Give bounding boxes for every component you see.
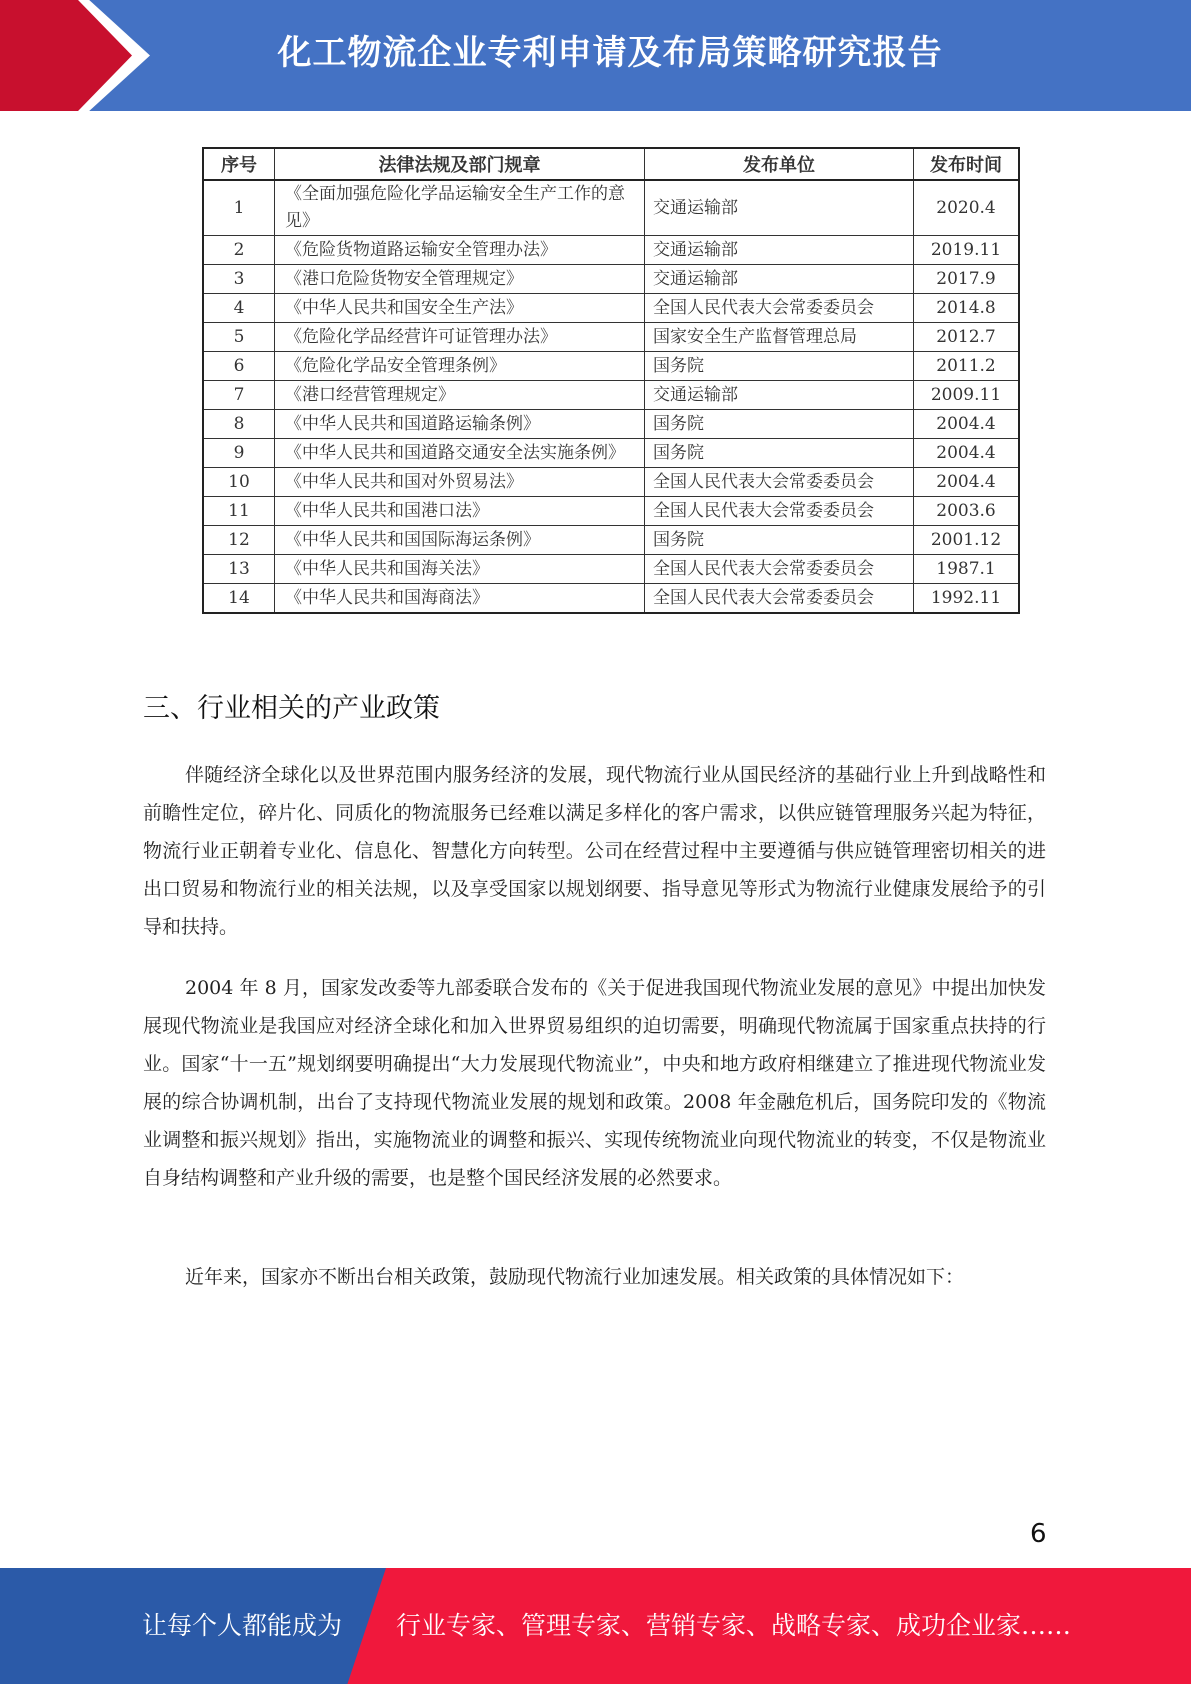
cell-law-name: 《中华人民共和国港口法》 — [275, 497, 645, 526]
cell-date: 2009.11 — [914, 381, 1020, 410]
cell-index: 5 — [203, 323, 275, 352]
regulations-table — [202, 147, 1020, 614]
cell-issuer: 国务院 — [645, 352, 914, 381]
cell-law-name: 《中华人民共和国国际海运条例》 — [275, 526, 645, 555]
footer-slogan-right: 行业专家、管理专家、营销专家、战略专家、成功企业家…… — [396, 1611, 1072, 1640]
cell-issuer: 全国人民代表大会常委委员会 — [645, 584, 914, 614]
cell-law-name: 《港口危险货物安全管理规定》 — [275, 265, 645, 294]
cell-issuer: 全国人民代表大会常委委员会 — [645, 497, 914, 526]
table-row — [203, 526, 1019, 555]
cell-law-name: 《全面加强危险化学品运输安全生产工作的意见》 — [275, 180, 645, 236]
cell-date: 1992.11 — [914, 584, 1020, 614]
section-heading: 三、行业相关的产业政策 — [143, 693, 440, 724]
cell-date: 2011.2 — [914, 352, 1020, 381]
table-row — [203, 265, 1019, 294]
cell-index: 7 — [203, 381, 275, 410]
table-row — [203, 381, 1019, 410]
cell-law-name: 《港口经营管理规定》 — [275, 381, 645, 410]
table-row — [203, 497, 1019, 526]
cell-index: 13 — [203, 555, 275, 584]
cell-index: 10 — [203, 468, 275, 497]
table-row — [203, 584, 1019, 614]
cell-law-name: 《中华人民共和国对外贸易法》 — [275, 468, 645, 497]
cell-index: 8 — [203, 410, 275, 439]
column-header-date: 发布时间 — [914, 148, 1020, 180]
cell-issuer: 国务院 — [645, 410, 914, 439]
column-header-index: 序号 — [203, 148, 275, 180]
cell-date: 2001.12 — [914, 526, 1020, 555]
footer-slogan-left: 让每个人都能成为 — [142, 1611, 343, 1640]
table-row — [203, 410, 1019, 439]
cell-issuer: 国务院 — [645, 526, 914, 555]
cell-index: 9 — [203, 439, 275, 468]
cell-index: 4 — [203, 294, 275, 323]
cell-law-name: 《中华人民共和国海商法》 — [275, 584, 645, 614]
cell-index: 1 — [203, 180, 275, 236]
cell-date: 1987.1 — [914, 555, 1020, 584]
cell-index: 11 — [203, 497, 275, 526]
table-row — [203, 180, 1019, 236]
paragraph-2: 2004 年 8 月，国家发改委等九部委联合发布的《关于促进我国现代物流业发展的意见》中提出加快发展现代物流业是我国应对经济全球化和加入世界贸易组织的迫切需要，明确现代物流属于国家重点扶持的行业。国家“十一五”规划纲要明确提出“大力发展现代物流业”，中央和地方政府相继建立了推进现代物流业发展的综合协调机制，出台了支持现代物流业发展的规划和政策。2008 年金融危机后，国务院印发的《物流业调整和振兴规划》指出，实施物流业的调整和振兴、实现传统物流业向现代物流业的转变，不仅是物流业自身结构调整和产业升级的需要，也是整个国民经济发展的必然要求。 — [143, 977, 1046, 1189]
cell-law-name: 《中华人民共和国道路交通安全法实施条例》 — [275, 439, 645, 468]
paragraph-1: 伴随经济全球化以及世界范围内服务经济的发展，现代物流行业从国民经济的基础行业上升到战略性和前瞻性定位，碎片化、同质化的物流服务已经难以满足多样化的客户需求，以供应链管理服务兴起为特征，物流行业正朝着专业化、信息化、智慧化方向转型。公司在经营过程中主要遵循与供应链管理密切相关的进出口贸易和物流行业的相关法规，以及享受国家以规划纲要、指导意见等形式为物流行业健康发展给予的引导和扶持。 — [143, 764, 1046, 938]
page-number: 6 — [1030, 1519, 1047, 1549]
table-row — [203, 352, 1019, 381]
cell-issuer: 国家安全生产监督管理总局 — [645, 323, 914, 352]
cell-issuer: 交通运输部 — [645, 180, 914, 236]
table-row — [203, 236, 1019, 265]
cell-date: 2017.9 — [914, 265, 1020, 294]
cell-issuer: 全国人民代表大会常委委员会 — [645, 555, 914, 584]
cell-date: 2020.4 — [914, 180, 1020, 236]
cell-date: 2003.6 — [914, 497, 1020, 526]
cell-law-name: 《中华人民共和国道路运输条例》 — [275, 410, 645, 439]
header-chevron-icon — [0, 0, 132, 111]
cell-date: 2004.4 — [914, 468, 1020, 497]
cell-date: 2004.4 — [914, 439, 1020, 468]
cell-issuer: 国务院 — [645, 439, 914, 468]
cell-date: 2019.11 — [914, 236, 1020, 265]
page-header — [0, 0, 1191, 111]
cell-issuer: 交通运输部 — [645, 236, 914, 265]
table-row — [203, 294, 1019, 323]
cell-index: 14 — [203, 584, 275, 614]
cell-date: 2004.4 — [914, 410, 1020, 439]
cell-law-name: 《危险化学品安全管理条例》 — [275, 352, 645, 381]
cell-law-name: 《中华人民共和国安全生产法》 — [275, 294, 645, 323]
column-header-unit: 发布单位 — [645, 148, 914, 180]
cell-issuer: 全国人民代表大会常委委员会 — [645, 468, 914, 497]
cell-index: 12 — [203, 526, 275, 555]
cell-law-name: 《中华人民共和国海关法》 — [275, 555, 645, 584]
table-header-row — [203, 148, 1019, 180]
cell-date: 2012.7 — [914, 323, 1020, 352]
cell-issuer: 全国人民代表大会常委委员会 — [645, 294, 914, 323]
table-row — [203, 439, 1019, 468]
cell-law-name: 《危险货物道路运输安全管理办法》 — [275, 236, 645, 265]
cell-index: 3 — [203, 265, 275, 294]
cell-issuer: 交通运输部 — [645, 381, 914, 410]
report-title: 化工物流企业专利申请及布局策略研究报告 — [277, 33, 943, 73]
page-footer — [0, 1568, 1191, 1684]
cell-index: 2 — [203, 236, 275, 265]
table-row — [203, 468, 1019, 497]
column-header-name: 法律法规及部门规章 — [275, 148, 645, 180]
cell-issuer: 交通运输部 — [645, 265, 914, 294]
cell-law-name: 《危险化学品经营许可证管理办法》 — [275, 323, 645, 352]
paragraph-3: 近年来，国家亦不断出台相关政策，鼓励现代物流行业加速发展。相关政策的具体情况如下： — [185, 1266, 965, 1288]
table-body — [203, 180, 1019, 613]
cell-date: 2014.8 — [914, 294, 1020, 323]
cell-index: 6 — [203, 352, 275, 381]
table-row — [203, 323, 1019, 352]
table-row — [203, 555, 1019, 584]
